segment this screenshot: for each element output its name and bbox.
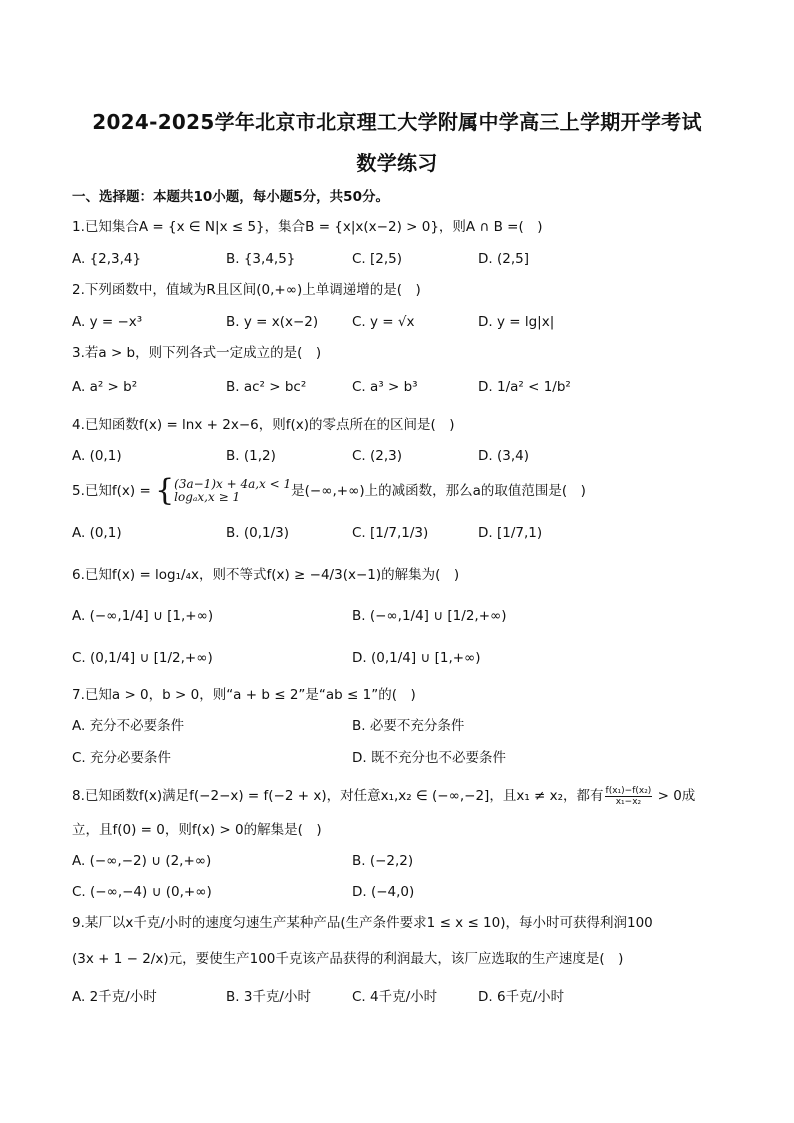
q3-option-d: D. 1/a² < 1/b²	[478, 379, 571, 395]
q5-option-b: B. (0,1/3)	[226, 525, 289, 541]
question-9: 9.某厂以x千克/小时的速度匀速生产某种产品(生产条件要求1 ≤ x ≤ 10)，每小时可获得利润100	[72, 915, 653, 931]
q1-option-d: D. (2,5]	[478, 251, 529, 267]
piecewise-cases	[174, 478, 291, 504]
q8-option-a: A. (−∞,−2) ∪ (2,+∞)	[72, 853, 212, 869]
q7-option-a: A. 充分不必要条件	[72, 718, 185, 734]
page-title: 2024-2025学年北京市北京理工大学附属中学高三上学期开学考试	[92, 110, 702, 134]
question-2: 2.下列函数中，值域为R且区间(0,+∞)上单调递增的是( )	[72, 282, 421, 298]
q4-option-b: B. (1,2)	[226, 448, 276, 464]
question-9-cont: (3x + 1 − 2/x)元，要使生产100千克该产品获得的利润最大，该厂应选取的生产速度是( )	[72, 951, 624, 967]
question-8	[72, 782, 695, 810]
q7-option-c: C. 充分必要条件	[72, 750, 172, 766]
q2-option-b: B. y = x(x−2)	[226, 314, 319, 330]
q5-stem-prefix: 5.已知f(x) =	[72, 483, 156, 499]
q5-option-d: D. [1/7,1)	[478, 525, 543, 541]
frac-denominator: x₁−x₂	[615, 796, 642, 807]
question-3: 3.若a > b，则下列各式一定成立的是( )	[72, 345, 322, 361]
question-8-cont: 立，且f(0) = 0，则f(x) > 0的解集是( )	[72, 822, 322, 838]
q8-option-c: C. (−∞,−4) ∪ (0,+∞)	[72, 884, 212, 900]
q8-option-d: D. (−4,0)	[352, 884, 415, 900]
q9-option-c: C. 4千克/小时	[352, 989, 438, 1005]
question-6: 6.已知f(x) = log₁/₄x，则不等式f(x) ≥ −4/3(x−1)的解集为( )	[72, 567, 460, 583]
q8-option-b: B. (−2,2)	[352, 853, 414, 869]
q4-option-c: C. (2,3)	[352, 448, 403, 464]
q2-option-d: D. y = lg|x|	[478, 314, 555, 330]
q1-option-c: C. [2,5)	[352, 251, 403, 267]
q9-option-b: B. 3千克/小时	[226, 989, 311, 1005]
q9-option-a: A. 2千克/小时	[72, 989, 157, 1005]
q6-option-b: B. (−∞,1/4] ∪ [1/2,+∞)	[352, 608, 507, 624]
left-brace-icon: {	[155, 473, 175, 508]
question-1: 1.已知集合A = {x ∈ N|x ≤ 5}，集合B = {x|x(x−2) > 0}，则A ∩ B =( )	[72, 219, 543, 235]
difference-quotient	[605, 786, 653, 807]
section-heading: 一、选择题：本题共10小题，每小题5分，共50分。	[72, 189, 389, 205]
q5-stem-suffix: 是(−∞,+∞)上的减函数，那么a的取值范围是( )	[291, 483, 586, 499]
page-subtitle: 数学练习	[356, 151, 438, 175]
q5-option-c: C. [1/7,1/3)	[352, 525, 429, 541]
q4-option-a: A. (0,1)	[72, 448, 122, 464]
q1-option-b: B. {3,4,5}	[226, 251, 296, 267]
frac-numerator: f(x₁)−f(x₂)	[605, 785, 652, 796]
q1-option-a: A. {2,3,4}	[72, 251, 142, 267]
question-4: 4.已知函数f(x) = lnx + 2x−6，则f(x)的零点所在的区间是( )	[72, 417, 455, 433]
q5-option-a: A. (0,1)	[72, 525, 122, 541]
q4-option-d: D. (3,4)	[478, 448, 529, 464]
q6-option-d: D. (0,1/4] ∪ [1,+∞)	[352, 650, 481, 666]
q6-option-a: A. (−∞,1/4] ∪ [1,+∞)	[72, 608, 214, 624]
question-7: 7.已知a > 0，b > 0，则“a + b ≤ 2”是“ab ≤ 1”的( )	[72, 687, 416, 703]
q3-option-b: B. ac² > bc²	[226, 379, 307, 395]
q2-option-c: C. y = √x	[352, 314, 415, 330]
q3-option-c: C. a³ > b³	[352, 379, 418, 395]
case-2: logₐx,x ≥ 1	[174, 490, 241, 504]
q8-stem: 8.已知函数f(x)满足f(−2−x) = f(−2 + x)，对任意x₁,x₂ ∈ (−∞,−2]，且x₁ ≠ x₂，都有	[72, 788, 604, 804]
q6-option-c: C. (0,1/4] ∪ [1/2,+∞)	[72, 650, 213, 666]
q2-option-a: A. y = −x³	[72, 314, 143, 330]
q9-option-d: D. 6千克/小时	[478, 989, 565, 1005]
q8-stem-tail: > 0成	[653, 788, 696, 804]
case-1: (3a−1)x + 4a,x < 1	[174, 477, 292, 491]
question-5	[72, 474, 586, 508]
q7-option-d: D. 既不充分也不必要条件	[352, 750, 506, 766]
q7-option-b: B. 必要不充分条件	[352, 718, 465, 734]
q3-option-a: A. a² > b²	[72, 379, 138, 395]
